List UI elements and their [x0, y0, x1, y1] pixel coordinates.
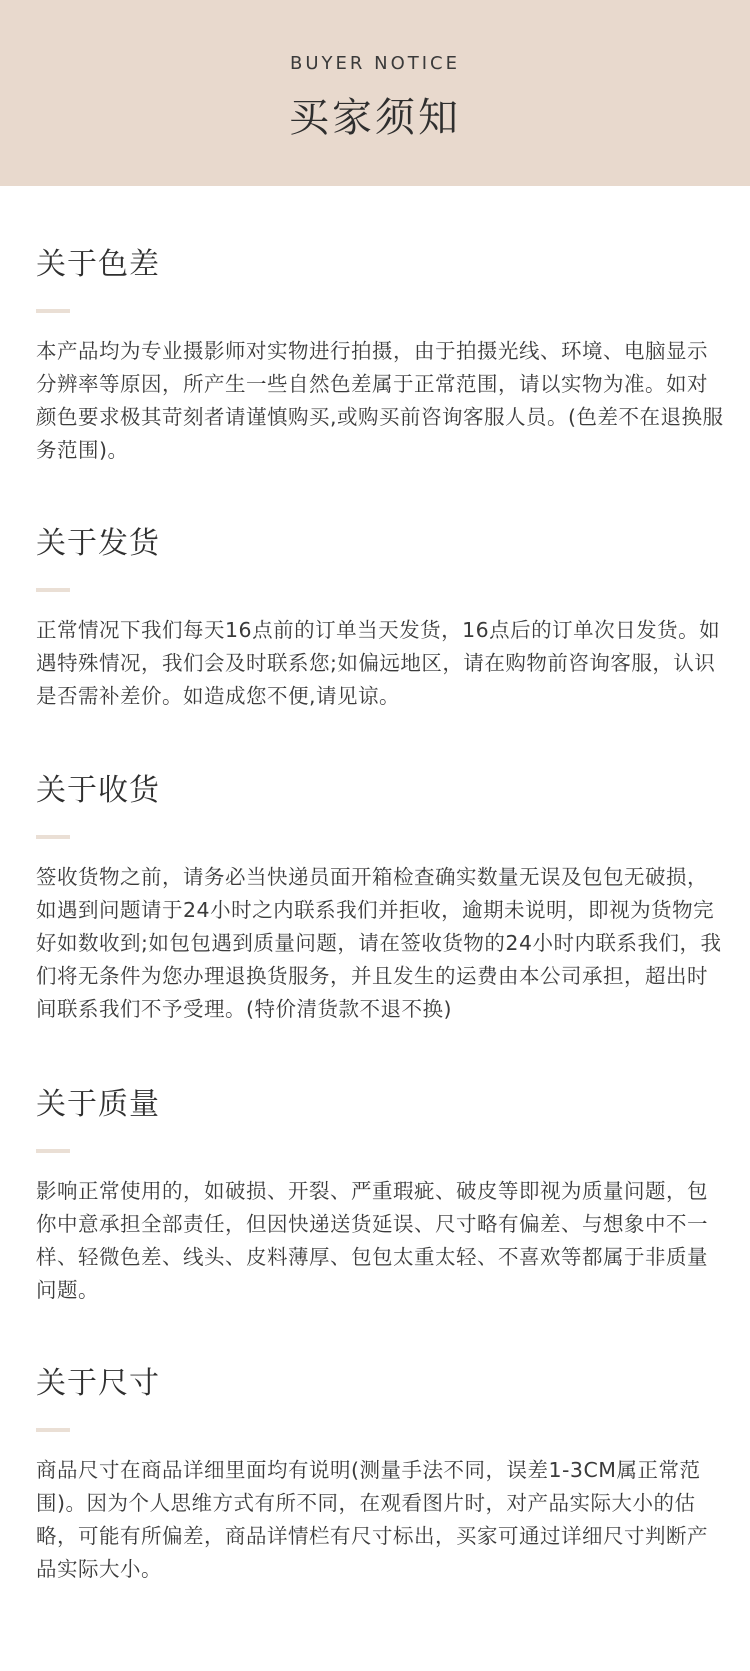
section-color-difference	[36, 245, 726, 467]
section-divider	[36, 1428, 70, 1432]
section-divider	[36, 835, 70, 839]
header-title: 买家须知	[289, 95, 461, 141]
section-body: 商品尺寸在商品详细里面均有说明(测量手法不同，误差1-3CM属正常范围)。因为个人思维方式有所不同，在观看图片时，对产品实际大小的估略，可能有所偏差，商品详情栏有尺寸标出，买家可通过详细尺寸判断产品实际大小。	[36, 1458, 708, 1581]
section-heading: 关于色差	[36, 247, 160, 282]
header-subtitle: BUYER NOTICE	[290, 53, 460, 74]
section-divider	[36, 309, 70, 313]
section-divider	[36, 1149, 70, 1153]
section-receiving	[36, 771, 726, 1026]
section-body: 本产品均为专业摄影师对实物进行拍摄，由于拍摄光线、环境、电脑显示分辨率等原因，所产生一些自然色差属于正常范围，请以实物为准。如对颜色要求极其苛刻者请谨慎购买,或购买前咨询客服人员。(色差不在退换服务范围)。	[36, 339, 724, 462]
section-divider	[36, 588, 70, 592]
section-size	[36, 1364, 726, 1586]
section-body: 影响正常使用的，如破损、开裂、严重瑕疵、破皮等即视为质量问题，包你中意承担全部责任，但因快递送货延误、尺寸略有偏差、与想象中不一样、轻微色差、线头、皮料薄厚、包包太重太轻、不喜欢等都属于非质量问题。	[36, 1179, 708, 1302]
section-heading: 关于收货	[36, 773, 160, 808]
section-shipping	[36, 524, 726, 713]
section-body: 正常情况下我们每天16点前的订单当天发货，16点后的订单次日发货。如遇特殊情况，我们会及时联系您;如偏远地区，请在购物前咨询客服，认识是否需补差价。如造成您不便,请见谅。	[36, 618, 721, 708]
section-heading: 关于尺寸	[36, 1366, 160, 1401]
section-quality	[36, 1085, 726, 1307]
section-heading: 关于质量	[36, 1087, 160, 1122]
section-heading: 关于发货	[36, 526, 160, 561]
notice-header	[0, 0, 750, 186]
section-body: 签收货物之前，请务必当快递员面开箱检查确实数量无误及包包无破损，如遇到问题请于24小时之内联系我们并拒收，逾期未说明，即视为货物完好如数收到;如包包遇到质量问题，请在签收货物的24小时内联系我们，我们将无条件为您办理退换货服务，并且发生的运费由本公司承担，超出时间联系我们不予受理。(特价清货款不退不换)	[36, 865, 722, 1021]
